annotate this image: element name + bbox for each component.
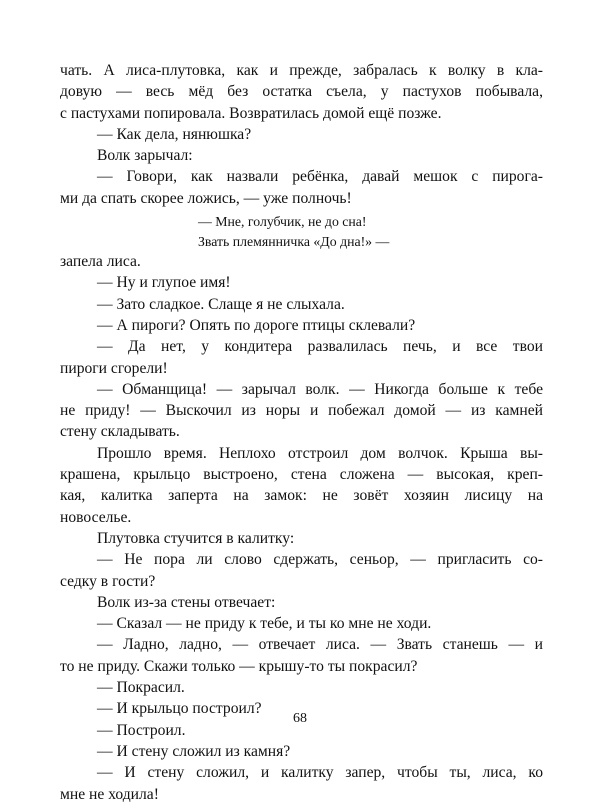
text-line: стену складывать. — [60, 423, 180, 441]
text-line: ми да спать скорее ложись, — уже полночь! — [60, 189, 352, 207]
verse-line: — Мне, голубчик, не до сна! — [198, 214, 367, 230]
text-line: — Сказал — не приду к тебе, и ты ко мне не ходи. — [97, 615, 432, 633]
text-line: не приду! — Выскочил из норы и побежал домой — из камней — [60, 402, 543, 420]
text-line: запела лиса. — [60, 253, 141, 271]
verse-line: Звать племянничка «До дна!» — — [198, 233, 390, 249]
text-line: — Обманщица! — зарычал волк. — Никогда больше к тебе — [97, 380, 543, 398]
page-text — [60, 60, 543, 805]
text-line: — И стену сложил из камня? — [97, 742, 291, 760]
text-line: — Как дела, нянюшка? — [97, 125, 252, 143]
text-line: мне не ходила! — [60, 785, 159, 803]
text-line: — Не пора ли слово сдержать, сеньор, — пригласить со- — [97, 551, 543, 569]
text-line: довую — весь мёд без остатка съела, у пастухов побывала, — [60, 83, 543, 101]
text-line: — Построил. — [97, 721, 186, 739]
text-line: чать. А лиса-плутовка, как и прежде, забралась к волку в кла- — [60, 62, 543, 79]
text-line: с пастухами попировала. Возвратилась домой ещё позже. — [60, 104, 442, 122]
text-line: кая, калитка заперта на замок: не зовёт хозяин лисицу на — [60, 487, 543, 505]
text-line: — Да нет, у кондитера развалилась печь, и все твои — [97, 338, 543, 356]
text-line: — Говори, как назвали ребёнка, давай мешок с пирога- — [97, 168, 543, 186]
text-line: седку в гости? — [60, 572, 156, 590]
text-line: — И стену сложил, и калитку запер, чтобы ты, лиса, ко — [97, 764, 543, 782]
text-line: Волк из-за стены отвечает: — [97, 593, 276, 611]
song-verse — [60, 212, 543, 251]
text-line: крашена, крыльцо выстроено, стена сложена — высокая, креп- — [60, 466, 543, 484]
text-line: — Зато сладкое. Слаще я не слыхала. — [97, 295, 345, 313]
text-line: — Покрасил. — [97, 679, 185, 697]
text-line: то не приду. Скажи только — крышу-то ты покрасил? — [60, 657, 418, 675]
text-line: Волк зарычал: — [97, 147, 193, 165]
text-line: пироги сгорели! — [60, 359, 168, 377]
text-line: — И крыльцо построил? — [97, 700, 262, 718]
text-line: Плутовка стучится в калитку: — [97, 529, 295, 547]
page-number: 68 — [293, 711, 307, 726]
text-line: Прошло время. Неплохо отстроил дом волчок. Крыша вы- — [97, 444, 543, 462]
text-line: — А пироги? Опять по дороге птицы склевали? — [97, 316, 416, 334]
text-line: — Ну и глупое имя! — [97, 274, 231, 292]
text-line: — Ладно, ладно, — отвечает лиса. — Звать станешь — и — [97, 636, 543, 654]
text-line: новоселье. — [60, 508, 132, 526]
